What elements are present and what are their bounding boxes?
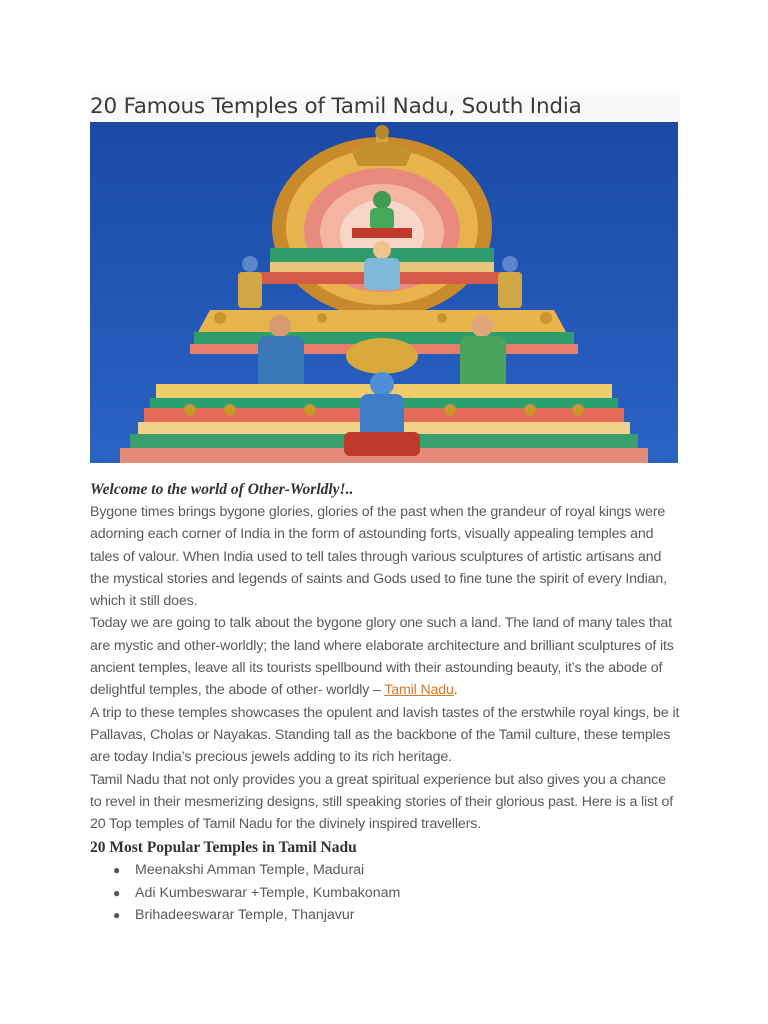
temple-list [90,859,680,927]
paragraph-3: A trip to these temples showcases the opulent and lavish tastes of the erstwhile royal kings, be it Pallavas, Cholas or Nayakas. Standing tall as the backbone of the Tamil culture, these temples are today India’s precious jewels adding to its rich heritage. [90,704,680,766]
list-item [113,882,680,905]
paragraph-2-end: . [453,682,458,699]
paragraph-2 [90,612,680,701]
list-item-label: Meenakshi Amman Temple, Madurai [135,862,365,879]
intro-heading: Welcome to the world of Other-Worldly!.. [90,481,354,498]
list-item [113,904,680,927]
bullet-icon: ● [113,885,121,900]
temple-gopuram-image [90,122,678,463]
section-heading: 20 Most Popular Temples in Tamil Nadu [90,839,357,857]
list-item-label: Adi Kumbeswarar +Temple, Kumbakonam [135,884,401,901]
paragraph-4: Tamil Nadu that not only provides you a great spiritual experience but also gives you a chance to revel in their mesmerizing designs, still speaking stories of their glorious past. Here is a list of 20 Top temples of Tamil Nadu for the divinely inspired travellers. [90,771,674,833]
article [90,92,680,927]
paragraph-1: Bygone times brings bygone glories, glories of the past when the grandeur of royal kings were adorning each corner of India in the form of astounding forts, visually appealing temples and tales of valour. When India used to tell tales through various sculptures of artistic artisans and the mystical stories and legends of saints and Gods used to fine tune the spirit of every Indian, which it still does. [90,504,667,610]
list-item [113,859,680,882]
bullet-icon: ● [113,863,121,878]
page-title: 20 Famous Temples of Tamil Nadu, South India [90,92,680,122]
tamil-nadu-link[interactable]: Tamil Nadu [384,682,454,699]
bullet-icon: ● [113,908,121,923]
paragraph-2-text: Today we are going to talk about the bygone glory one such a land. The land of many tales that are mystic and other-worldly; the land where elaborate architecture and brilliant sculptures of its ancient temples, leave all its tourists spellbound with their astounding beauty, it’s the abode of delightful temples, the abode of other- worldly – [90,615,674,699]
list-item-label: Brihadeeswarar Temple, Thanjavur [135,907,355,924]
